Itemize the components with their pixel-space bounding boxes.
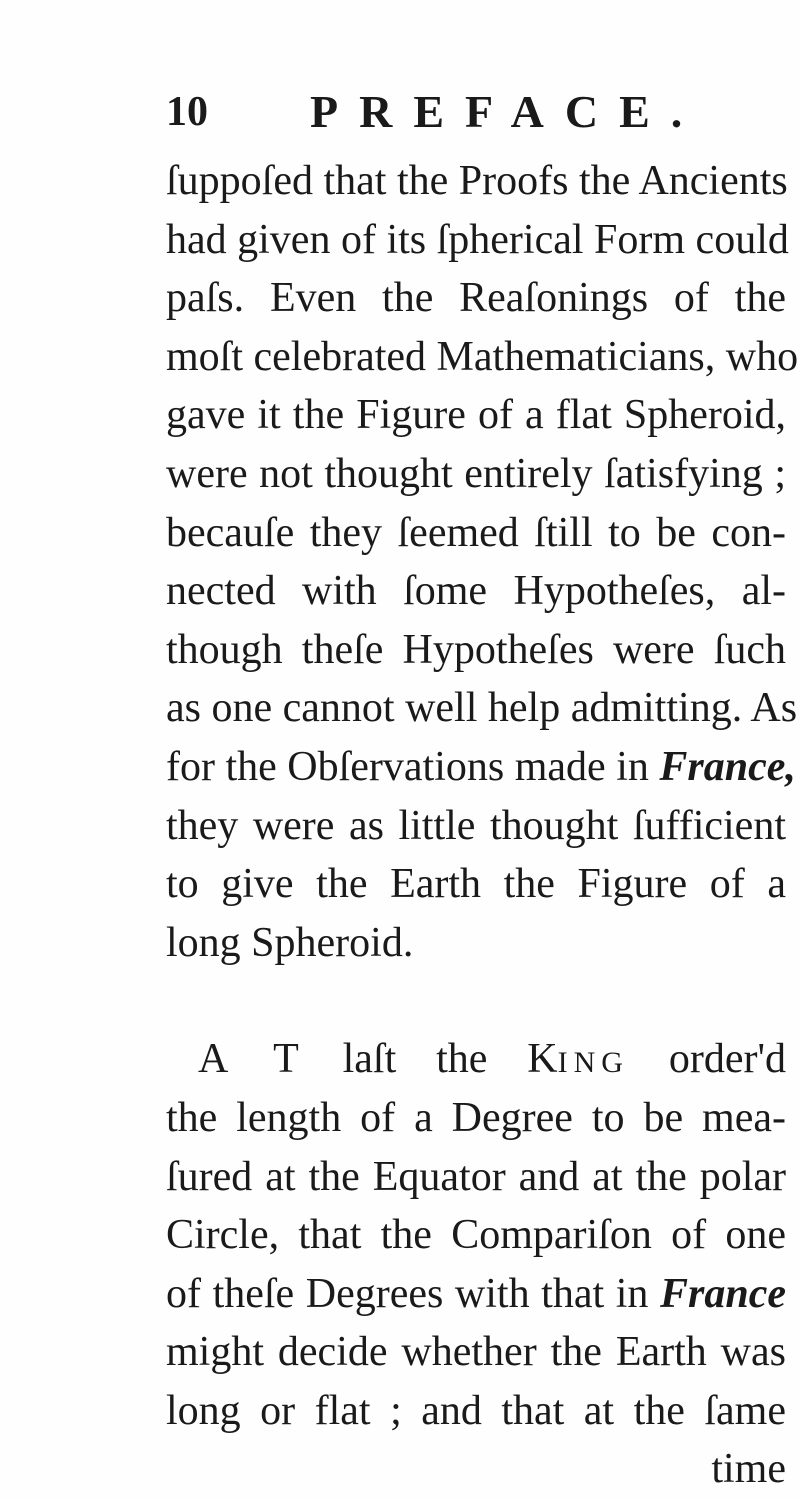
catchword: time [711, 1446, 786, 1493]
paragraph-2 [166, 1030, 786, 1499]
text-segment: order'd [668, 1036, 787, 1083]
opening-words: A T [198, 1036, 303, 1083]
text-segment: laſt the [342, 1036, 488, 1083]
small-caps-rest: ING [557, 1046, 629, 1080]
text-line: ſuppoſed that the Proofs the Ancients [166, 158, 788, 204]
page-number: 10 [166, 89, 208, 135]
italic-place-name: France [660, 1270, 787, 1317]
text-line [166, 1030, 786, 1089]
text-line: nected with ſome Hypotheſes, al- [166, 568, 786, 615]
text-line: long Spheroid. [166, 919, 414, 966]
text-line: might decide whether the Earth was [166, 1329, 786, 1376]
text-line: the length of a Degree to be mea- [166, 1094, 786, 1141]
italic-place-name: France, [659, 743, 796, 790]
text-line: to give the Earth the Figure of a [166, 861, 786, 908]
text-line: though theſe Hypotheſes were ſuch [166, 626, 786, 673]
text-line: moſt celebrated Mathematicians, who [166, 333, 799, 380]
text-segment: for the Obſervations made in [166, 743, 649, 790]
text-line: ſured at the Equator and at the polar [166, 1153, 786, 1200]
small-caps-word [527, 1036, 629, 1082]
page-body [166, 152, 799, 1499]
text-line: gave it the Figure of a flat Spheroid, [166, 392, 786, 439]
text-line: becauſe they ſeemed ſtill to be con- [166, 509, 786, 556]
text-line [166, 738, 796, 797]
text-segment: of theſe Degrees with that in [166, 1270, 649, 1317]
paragraph-gap [166, 972, 786, 1030]
text-line [166, 1265, 786, 1324]
text-line: had given of its ſpherical Form could [166, 216, 789, 263]
page-header [166, 82, 786, 142]
text-line: they were as little thought ſufficient [166, 802, 786, 849]
running-head: PREFACE. [310, 86, 704, 137]
text-line: Circle, that the Compariſon of one [166, 1212, 786, 1259]
small-caps-initial: K [527, 1036, 558, 1083]
text-line: as one cannot well help admitting. As [166, 685, 798, 732]
text-line: long or flat ; and that at the ſame [166, 1387, 786, 1434]
text-line: were not thought entirely ſatisfying ; [166, 450, 786, 497]
paragraph-1 [166, 152, 799, 972]
text-line: paſs. Even the Reaſonings of the [166, 275, 786, 322]
